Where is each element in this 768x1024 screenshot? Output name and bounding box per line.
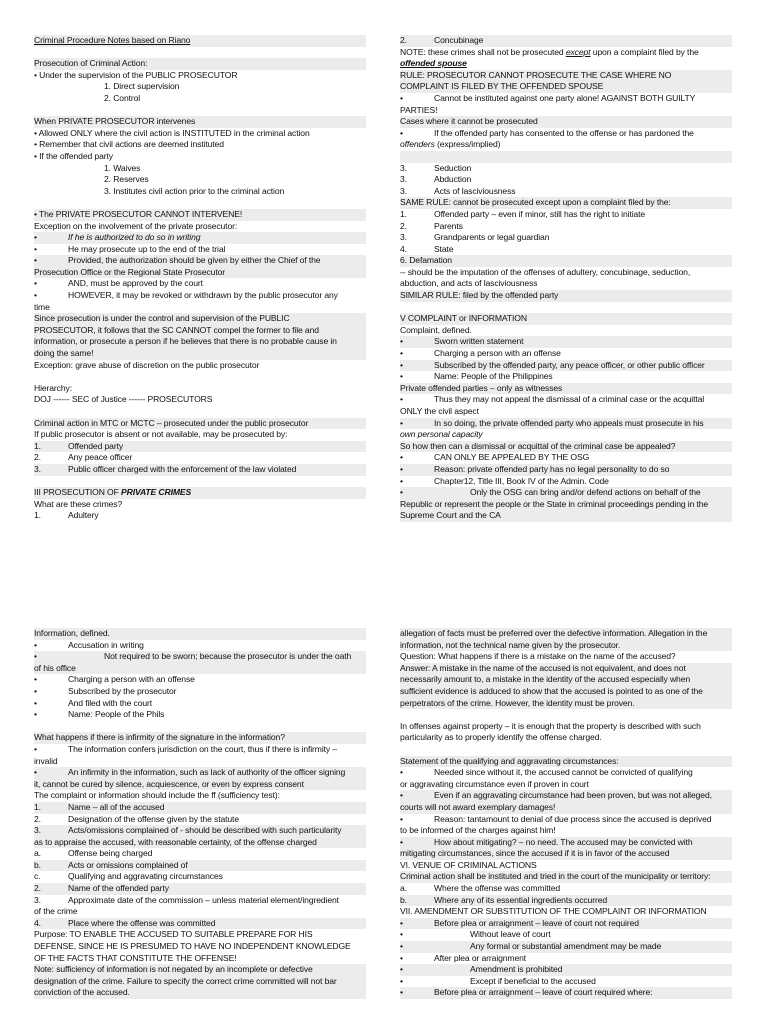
list-text: Approximate date of the commission – unless material element/ingredient (68, 894, 339, 905)
list-item: 3. Institutes civil action prior to the criminal action (104, 185, 285, 196)
bullet-text: He may prosecute up to the end of the trial (68, 243, 226, 254)
list-number: 3. (34, 894, 41, 905)
text-line: COMPLAINT IS FILED BY THE OFFENDED SPOUSE (400, 81, 732, 93)
list-number: b. (400, 894, 407, 905)
list-item (400, 174, 732, 186)
list-item (34, 848, 366, 860)
bullet-text: Any formal or substantial amendment may be made (470, 941, 662, 952)
bullet-item (400, 464, 732, 476)
list-number: 3. (34, 463, 41, 474)
bullet-item (34, 698, 366, 710)
list-number: 4. (400, 243, 407, 254)
bullet-text: Not required to be sworn; because the prosecutor is under the oath (104, 651, 352, 662)
text-line: PARTIES! (400, 104, 438, 115)
list-text: State (434, 243, 454, 254)
bullet-text: Thus they may not appeal the dismissal of a criminal case or the acquittal (434, 394, 705, 405)
text-line: Answer: A mistake in the name of the accused is not equivalent, and does not (400, 663, 732, 675)
text-line: Note: sufficiency of information is not negated by an incomplete or defective (34, 964, 366, 976)
text-line: • The PRIVATE PROSECUTOR CANNOT INTERVENE! (34, 209, 366, 221)
list-text: Offended party – even if minor, still has the right to initiate (434, 208, 646, 219)
bullet-text: Before plea or arraignment – leave of court required where: (434, 987, 653, 998)
text-line: Criminal action in MTC or MCTC – prosecuted under the public prosecutor (34, 418, 366, 430)
bullet-item (400, 941, 732, 953)
bullet-item (400, 814, 732, 826)
text-line: DOJ ------ SEC of Justice ------ PROSECUTORS (34, 394, 213, 405)
list-number: 1. (400, 208, 407, 219)
bullet-text: Even if an aggravating circumstance had been proven, but was not alleged, (434, 790, 712, 801)
text-line: ONLY the civil aspect (400, 406, 479, 416)
list-item (400, 186, 732, 198)
bullet-text: Name: People of the Philippines (434, 371, 553, 382)
text-line: OF THE FACTS THAT CONSTITUTE THE OFFENSE! (34, 952, 237, 963)
text-line: doing the same! (34, 348, 366, 360)
text-line: Republic or represent the people or the State in criminal proceedings pending in the (400, 499, 732, 511)
bullet-item (400, 976, 732, 988)
list-number: 1. (34, 440, 41, 451)
text-line: perpetrators of the crime. However, the identity must be proven. (400, 698, 732, 710)
column-bottom-left (34, 628, 366, 999)
text-line: In offenses against property – it is enough that the property is described with such (400, 720, 701, 731)
text-line: What happens if there is infirmity of the signature in the information? (34, 732, 366, 744)
list-item (34, 918, 366, 930)
list-text: Acts of lasciviousness (434, 185, 516, 196)
text-line: SIMILAR RULE: filed by the offended party (400, 290, 732, 302)
list-text: Parents (434, 220, 463, 231)
bullet-text: In so doing, the private offended party who appeals must prosecute in his (434, 417, 704, 428)
text-line: designation of the crime. Failure to specify the correct crime committed will not bar (34, 976, 366, 988)
bullet-text: Subscribed by the prosecutor (68, 685, 177, 696)
list-number: 2. (34, 452, 41, 463)
section-heading: Information, defined. (34, 628, 366, 640)
bullet-item (34, 709, 366, 721)
text-segment: (express/implied) (434, 139, 501, 150)
list-text: Acts/omissions complained of - should be described with such particularity (68, 825, 342, 836)
list-number: a. (34, 848, 41, 859)
list-number: 3. (400, 162, 407, 173)
bullet-text: Reason: tantamount to denial of due process since the accused is deprived (434, 813, 712, 824)
text-line: 6. Defamation (400, 255, 732, 267)
list-text: Any peace officer (68, 452, 133, 463)
bullet-text: Only the OSG can bring and/or defend actions on behalf of the (470, 487, 701, 498)
list-number: 3. (400, 174, 407, 185)
bullet-item (34, 686, 366, 698)
column-top-right (400, 35, 732, 522)
text-line: sufficient evidence is adduced to show that the accused is pointed to as one of the (400, 686, 732, 698)
bullet-item (34, 278, 366, 290)
list-text: Grandparents or legal guardian (434, 232, 550, 243)
section-heading: Prosecution of Criminal Action: (34, 58, 366, 70)
bullet-item (400, 767, 732, 779)
bullet-text: Needed since without it, the accused cannot be convicted of qualifying (434, 767, 693, 778)
bullet-text: Before plea or arraignment – leave of court not required (434, 917, 639, 928)
bullet-text: After plea or arraignment (434, 952, 527, 963)
bullet-item (400, 336, 732, 348)
bullet-item (400, 953, 732, 965)
list-item (400, 209, 732, 221)
text-line: own personal capacity (400, 429, 483, 440)
bullet-item (34, 744, 366, 756)
list-number: 3. (34, 825, 41, 836)
text-line: Exception: grave abuse of discretion on the public prosecutor (34, 359, 260, 370)
list-number: 2. (400, 220, 407, 231)
column-top-left (34, 35, 366, 522)
bullet-text: If he is authorized to do so in writing (68, 232, 201, 243)
text-line: Hierarchy: (34, 382, 72, 393)
text-line: RULE: PROSECUTOR CANNOT PROSECUTE THE CASE WHERE NO (400, 70, 732, 82)
text-line: DEFENSE, SINCE HE IS PRESUMED TO HAVE NO INDEPENDENT KNOWLEDGE (34, 941, 351, 952)
list-number: 2. (34, 813, 41, 824)
list-item: 1. Direct supervision (104, 81, 180, 92)
text-line (400, 58, 732, 70)
text-line: time (34, 301, 50, 312)
text-line: PROSECUTOR, it follows that the SC CANNOT compel the former to file and (34, 325, 366, 337)
bullet-item (34, 674, 366, 686)
text-line (400, 139, 732, 151)
list-item (34, 452, 366, 464)
list-text: Abduction (434, 174, 472, 185)
list-item (400, 895, 732, 907)
text-line: information, or prosecute a person if he believes that there is no probable cause in (34, 336, 366, 348)
bullet-item (400, 790, 732, 802)
bullet-text: How about mitigating? – no need. The accused may be convicted with (434, 836, 693, 847)
text-line: mitigating circumstances, since the accused if it is in favor of the accused (400, 848, 732, 860)
list-text: Place where the offense was committed (68, 917, 216, 928)
text-line: it, cannot be cured by silence, acquiescence, or even by express consent (34, 779, 366, 791)
text-line: of the crime (34, 906, 78, 917)
text-line: So how then can a dismissal or acquittal of the criminal case be appealed? (400, 441, 732, 453)
bullet-item (400, 128, 732, 140)
list-text: Offense being charged (68, 848, 153, 859)
list-item (400, 163, 732, 175)
text-line: of his office (34, 663, 366, 675)
list-text: Concubinage (434, 35, 484, 45)
text-line: -- should be the imputation of the offenses of adultery, concubinage, seduction, (400, 266, 691, 277)
text-line: What are these crimes? (34, 498, 123, 509)
text-line: Cases where it cannot be prosecuted (400, 116, 732, 128)
section-heading: V COMPLAINT or INFORMATION (400, 313, 732, 325)
bullet-item (400, 394, 732, 406)
bullet-item (400, 929, 732, 941)
bullet-text: CAN ONLY BE APPEALED BY THE OSG (434, 452, 590, 463)
list-number: a. (400, 883, 407, 894)
list-text: Where the offense was committed (434, 883, 561, 894)
bullet-item (400, 476, 732, 488)
bullet-text: Except if beneficial to the accused (470, 975, 596, 986)
text-line: allegation of facts must be preferred over the defective information. Allegation in the (400, 628, 732, 640)
text-line: Private offended parties – only as witnesses (400, 383, 732, 395)
bullet-item (34, 651, 366, 663)
list-item (34, 802, 366, 814)
text-line: information, not the technical name given by the prosecutor. (400, 640, 732, 652)
text-line: The complaint or information should include the ff (sufficiency test): (34, 790, 280, 801)
text-segment: upon a complaint filed by the (590, 46, 699, 57)
bullet-text: Charging a person with an offense (68, 674, 195, 685)
bullet-item (400, 964, 732, 976)
text-line: Since prosecution is under the control and supervision of the PUBLIC (34, 313, 366, 325)
bullet-item (400, 371, 732, 383)
section-heading: VI. VENUE OF CRIMINAL ACTIONS (400, 859, 537, 870)
text-line: Complaint, defined. (400, 324, 472, 335)
list-text: Qualifying and aggravating circumstances (68, 871, 223, 882)
list-text: Acts or omissions complained of (68, 859, 188, 870)
heading-emphasis: PRIVATE CRIMES (121, 487, 192, 498)
list-item (34, 883, 366, 895)
list-item (34, 814, 366, 826)
bullet-item (400, 987, 732, 999)
bullet-item (34, 290, 366, 302)
text-line: Question: What happens if there is a mistake on the name of the accused? (400, 651, 676, 662)
text-line: Purpose: TO ENABLE THE ACCUSED TO SUITABLE PREPARE FOR HIS (34, 929, 313, 940)
section-heading (34, 487, 366, 499)
bullet-item (400, 93, 732, 105)
list-item (34, 441, 366, 453)
list-text: Seduction (434, 162, 472, 173)
bullet-text: Provided, the authorization should be given by either the Chief of the (68, 255, 321, 266)
text-line: conviction of the accused. (34, 987, 366, 999)
list-text: Offended party (68, 440, 124, 451)
list-item (34, 510, 366, 522)
text-line: as to appraise the accused, with reasonable certainty, of the offense charged (34, 837, 366, 849)
bullet-item (34, 232, 366, 244)
text-line: • Remember that civil actions are deemed instituted (34, 139, 224, 150)
list-item (400, 221, 732, 233)
list-text: Public officer charged with the enforcement of the law violated (68, 463, 297, 474)
text-line (400, 47, 732, 59)
list-item: 1. Waives (104, 162, 141, 173)
bullet-item (400, 418, 732, 430)
heading-prefix: III PROSECUTION OF (34, 487, 122, 498)
list-text: Adultery (68, 510, 99, 521)
list-text: Where any of its essential ingredients occurred (434, 894, 608, 905)
bullet-text: Without leave of court (470, 929, 551, 940)
bullet-text: HOWEVER, it may be revoked or withdrawn by the public prosecutor any (68, 290, 338, 301)
list-number: 4. (34, 917, 41, 928)
text-line: • Allowed ONLY where the civil action is INSTITUTED in the criminal action (34, 127, 310, 138)
list-number: c. (34, 871, 41, 882)
text-line: Exception on the involvement of the private prosecutor: (34, 220, 238, 231)
column-bottom-right (400, 628, 732, 999)
list-item: 2. Reserves (104, 174, 149, 185)
text-line: • If the offended party (34, 150, 113, 161)
bullet-text: The information confers jurisdiction on the court, thus if there is infirmity – (68, 743, 337, 754)
bullet-text: Cannot be instituted against one party alone! AGAINST BOTH GUILTY (434, 92, 696, 103)
text-line: • Under the supervision of the PUBLIC PROSECUTOR (34, 69, 238, 80)
section-heading: VII. AMENDMENT OR SUBSTITUTION OF THE COMPLAINT OR INFORMATION (400, 906, 707, 917)
list-number: 2. (400, 35, 407, 45)
bullet-text: Subscribed by the offended party, any peace officer, or other public officer (434, 359, 705, 370)
bullet-item (400, 452, 732, 464)
text-line: particularity as to properly identify the offense charged. (400, 732, 602, 743)
text-emphasis: offenders (400, 139, 435, 150)
list-number: 3. (400, 232, 407, 243)
list-item (400, 244, 732, 256)
document-title: Criminal Procedure Notes based on Riano (34, 35, 366, 47)
text-line: Supreme Court and the CA (400, 510, 732, 522)
bullet-text: An infirmity in the information, such as lack of authority of the officer signing (68, 767, 346, 778)
bullet-text: Charging a person with an offense (434, 348, 561, 359)
list-item (34, 860, 366, 872)
bullet-text: Sworn written statement (434, 336, 524, 347)
list-item (34, 871, 366, 883)
list-item (400, 35, 732, 47)
bullet-text: Accusation in writing (68, 639, 144, 650)
bullet-text: If the offended party has consented to the offense or has pardoned the (434, 127, 694, 138)
text-line: courts will not award exemplary damages! (400, 802, 732, 814)
bullet-text: Chapter12, Title III, Book IV of the Admin. Code (434, 475, 609, 486)
text-line: invalid (34, 755, 58, 766)
bullet-text: Name: People of the Phils (68, 709, 165, 720)
bullet-text: Reason: private offended party has no legal personality to do so (434, 463, 670, 474)
text-line: to be informed of the charges against him! (400, 825, 556, 836)
bullet-item (400, 487, 732, 499)
text-line: or aggravating circumstance even if proven in court (400, 778, 589, 789)
list-text: Name – all of the accused (68, 801, 165, 812)
bullet-item (400, 348, 732, 360)
list-item (34, 464, 366, 476)
list-item (34, 895, 366, 907)
bullet-text: Amendment is prohibited (470, 964, 563, 975)
text-line: abduction, and acts of lasciviousness (400, 278, 538, 289)
text-line: Criminal action shall be instituted and tried in the court of the municipality or territory: (400, 871, 732, 883)
list-item: 2. Control (104, 92, 141, 103)
bullet-item (34, 244, 366, 256)
bullet-item (400, 360, 732, 372)
bullet-text: And filed with the court (68, 697, 153, 708)
text-segment: NOTE: these crimes shall not be prosecuted (400, 46, 566, 57)
list-item (400, 883, 732, 895)
bullet-item (400, 837, 732, 849)
list-text: Designation of the offense given by the statute (68, 813, 239, 824)
text-line: Prosecution Office or the Regional State Prosecutor (34, 267, 366, 279)
bullet-item (34, 255, 366, 267)
list-item (34, 825, 366, 837)
text-line: If public prosecutor is absent or not available, may be prosecuted by: (34, 429, 288, 440)
bullet-item (34, 640, 366, 652)
section-heading: When PRIVATE PROSECUTOR intervenes (34, 116, 366, 128)
list-number: 3. (400, 185, 407, 196)
list-number: 1. (34, 801, 41, 812)
text-emphasis: except (565, 46, 591, 57)
list-text: Name of the offended party (68, 883, 169, 894)
list-number: 2. (34, 883, 41, 894)
list-number: 1. (34, 510, 41, 521)
bullet-text: AND, must be approved by the court (68, 278, 203, 289)
list-number: b. (34, 859, 41, 870)
list-item (400, 232, 732, 244)
text-emphasis: offended spouse (400, 58, 467, 69)
section-heading: Statement of the qualifying and aggravating circumstances: (400, 756, 732, 768)
text-line: necessarily amount to, a mistake in the identity of the accused especially when (400, 674, 732, 686)
bullet-item (34, 767, 366, 779)
text-line: SAME RULE: cannot be prosecuted except upon a complaint filed by the: (400, 197, 732, 209)
bullet-item (400, 918, 732, 930)
